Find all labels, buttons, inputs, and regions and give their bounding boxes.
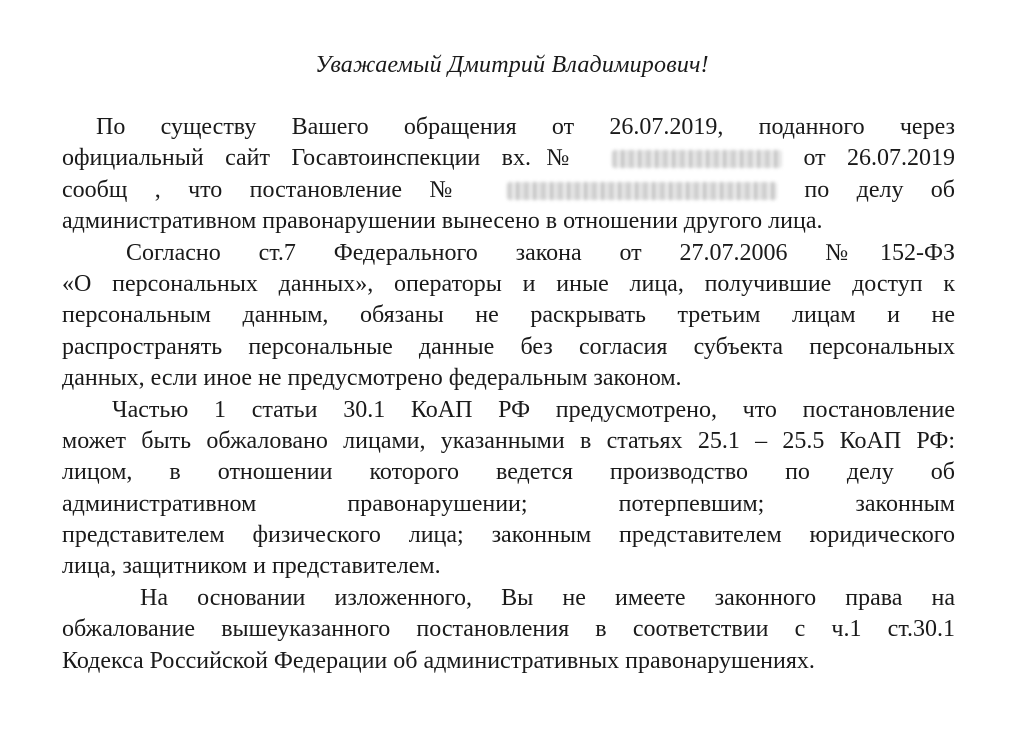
paragraph-1-line-2-end: от 26.07.2019 (803, 145, 956, 172)
paragraph-3-line-3: лицом, в отношении которого ведется производство по делу об (62, 459, 955, 486)
paragraph-3-line-2: может быть обжаловано лицами, указанными в статьях 25.1 – 25.5 КоАП РФ: (62, 427, 955, 454)
paragraph-4-line-1: На основании изложенного, Вы не имеете законного права на (140, 584, 955, 611)
paragraph-2-line-4: распространять персональные данные без согласия субъекта персональных (62, 333, 955, 360)
paragraph-1-line-1: По существу Вашего обращения от 26.07.2019, поданного через (96, 114, 955, 140)
paragraph-3-line-6: лица, защитником и представителем. (62, 553, 441, 580)
paragraph-3-line-5: представителем физического лица; законным представителем юридического (62, 522, 955, 549)
letter-body (62, 112, 955, 677)
paragraph-2-line-5: данных, если иное не предусмотрено федеральным законом. (62, 365, 682, 392)
paragraph-1-line-3-start: сообщ , что постановление № (62, 176, 474, 203)
paragraph-1-line-4: административном правонарушении вынесено в отношении другого лица. (62, 208, 823, 235)
paragraph-1-line-3 (62, 175, 955, 206)
paragraph-2-line-2: «О персональных данных», операторы и иные лица, получившие доступ к (62, 270, 955, 297)
redacted-incoming-number (612, 150, 782, 168)
paragraph-4-line-3: Кодекса Российской Федерации об административных правонарушениях. (62, 647, 815, 674)
paragraph-1-line-2 (62, 143, 955, 174)
redacted-resolution-number (507, 182, 777, 200)
paragraph-4-line-2: обжалование вышеуказанного постановления в соответствии с ч.1 ст.30.1 (62, 616, 955, 643)
paragraph-1-line-2-start: официальный сайт Госавтоинспекции вх.№ (62, 145, 585, 172)
paragraph-2-line-3: персональным данным, обязаны не раскрывать третьим лицам и не (62, 302, 955, 329)
paragraph-3-line-4: административном правонарушении; потерпевшим; законным (62, 490, 955, 517)
letter-greeting: Уважаемый Дмитрий Владимирович! (315, 52, 709, 78)
paragraph-1-line-3-end: по делу об (804, 176, 956, 203)
paragraph-2-line-1: Согласно ст.7 Федерального закона от 27.07.2006 №152-ФЗ (126, 239, 955, 266)
paragraph-3-line-1: Частью 1 статьи 30.1 КоАП РФ предусмотрено, что постановление (112, 396, 955, 423)
